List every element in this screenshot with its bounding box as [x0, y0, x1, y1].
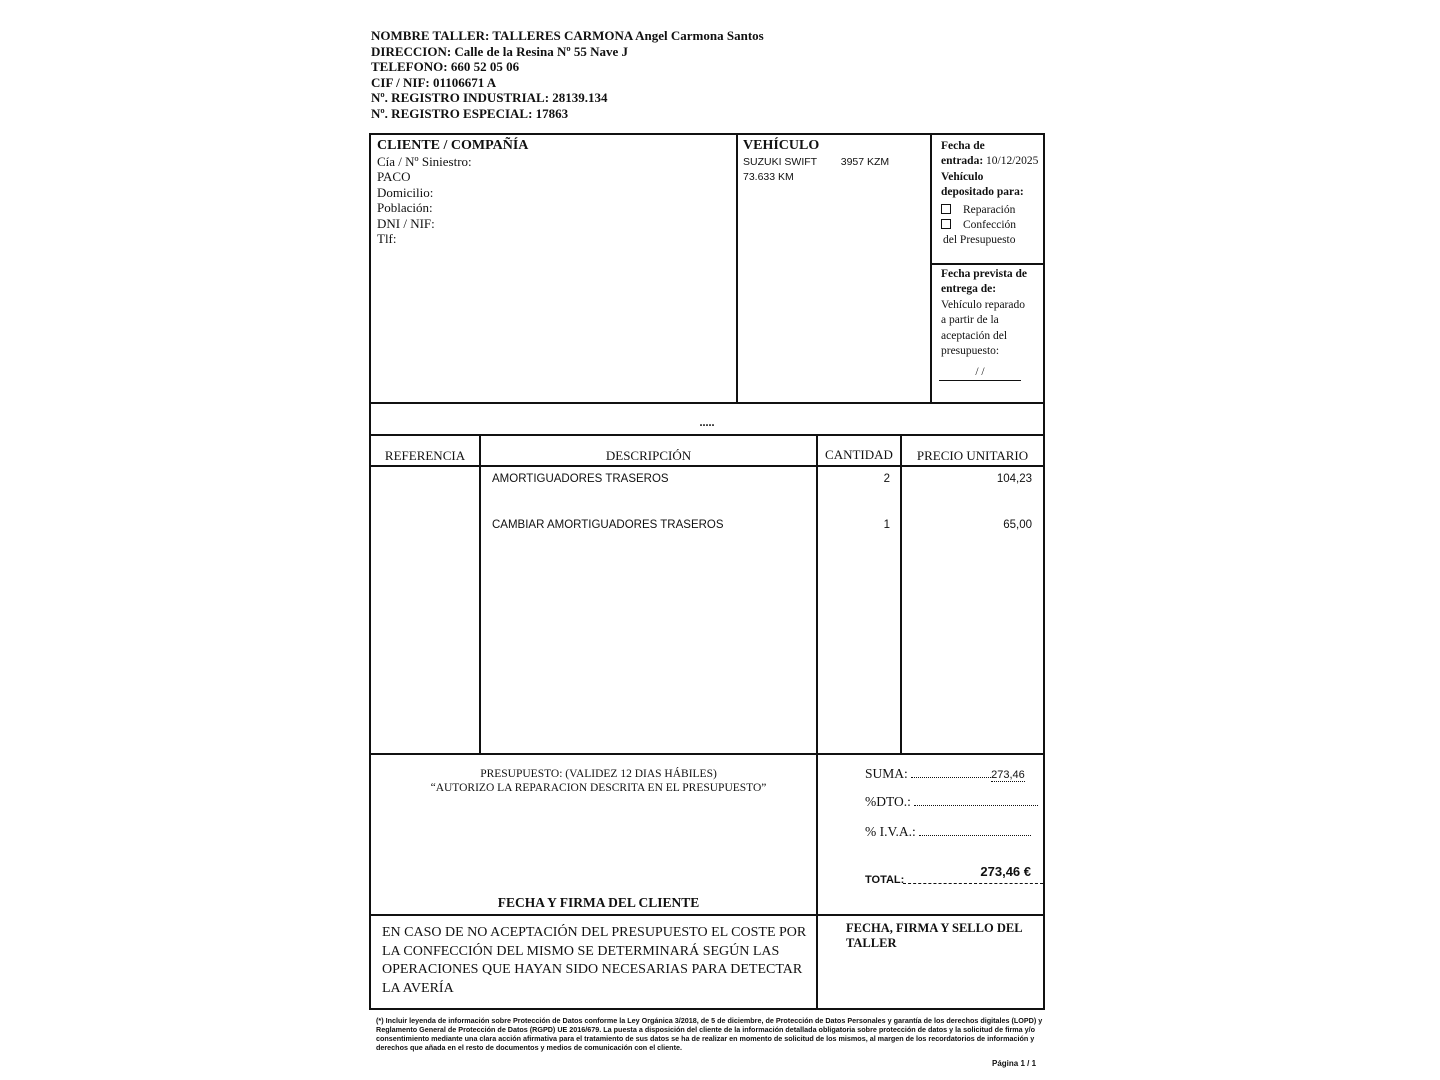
workshop-industrial-registry: Nº. REGISTRO INDUSTRIAL: 28139.134 [371, 90, 608, 105]
total-value: 273,46 € [980, 864, 1031, 879]
workshop-address: DIRECCION: Calle de la Resina Nº 55 Nave J [371, 43, 629, 59]
total-line [903, 883, 1043, 884]
divider [930, 135, 932, 402]
total-label: TOTAL: [865, 874, 905, 886]
entry-date-label: Fecha de [941, 140, 985, 152]
entry-date-value: 10/12/2025 [986, 155, 1039, 168]
table-row-quantity: 1 [883, 519, 890, 531]
delivery-text2: a partir de la [941, 314, 999, 327]
divider [371, 465, 1043, 467]
divider [930, 263, 1043, 265]
budget-checkbox[interactable] [941, 219, 951, 229]
workshop-name: NOMBRE TALLER: TALLERES CARMONA Angel Carmona Santos [371, 28, 764, 43]
workshop-phone: TELEFONO: 660 52 05 06 [371, 59, 520, 74]
client-phone-label: Tlf: [377, 231, 397, 247]
col-header-quantity: CANTIDAD [825, 447, 893, 462]
client-signature-label: FECHA Y FIRMA DEL CLIENTE [497, 895, 700, 910]
separator-dots: ..... [699, 415, 715, 429]
col-header-reference: REFERENCIA [384, 448, 466, 463]
vehicle-deposited-label: Vehículo [941, 170, 984, 183]
delivery-label: Fecha prevista de [941, 268, 1028, 280]
discount-label: %DTO.: [865, 794, 911, 809]
budget-authorization: “AUTORIZO LA REPARACION DESCRITA EN EL PRESUPUESTO” [430, 782, 767, 794]
repair-checkbox[interactable] [941, 204, 951, 214]
divider [371, 914, 1043, 916]
divider [371, 434, 1043, 436]
table-row-price: 65,00 [1003, 519, 1032, 531]
entry-date-section [941, 139, 1041, 249]
budget-option-label: Confección [963, 219, 1017, 232]
client-town-label: Población: [377, 200, 433, 216]
client-dni-label: DNI / NIF: [377, 215, 435, 231]
delivery-date-section [941, 267, 1041, 381]
repair-option-label: Reparación [963, 203, 1016, 216]
vat-row [865, 824, 1031, 840]
workshop-header [371, 28, 764, 121]
vehicle-plate: 3957 KZM [840, 156, 890, 168]
vehicle-km: 73.633 KM [743, 171, 794, 183]
vehicle-section [743, 138, 889, 185]
table-row-quantity: 2 [883, 473, 890, 485]
deposited-for-label: depositado para: [941, 186, 1024, 199]
vehicle-model: SUZUKI SWIFT [743, 156, 817, 168]
divider [736, 135, 738, 402]
sum-label: SUMA: [865, 766, 908, 781]
workshop-special-registry: Nº. REGISTRO ESPECIAL: 17863 [371, 105, 569, 121]
page-number: Página 1 / 1 [992, 1059, 1037, 1068]
delivery-date-value: / / [939, 365, 1021, 381]
delivery-text4: presupuesto: [941, 345, 1000, 358]
divider [371, 402, 1043, 404]
vehicle-title: VEHÍCULO [743, 138, 820, 153]
col-header-description: DESCRIPCIÓN [605, 448, 692, 463]
delivery-text3: aceptación del [941, 329, 1008, 342]
divider [479, 434, 481, 753]
workshop-cif: CIF / NIF: 01106671 A [371, 74, 497, 90]
table-row-price: 104,23 [996, 473, 1032, 485]
client-address-label: Domicilio: [377, 184, 434, 200]
vat-label: % I.V.A.: [865, 824, 916, 839]
data-protection-note: (*) Incluir leyenda de información sobre Protección de Datos conforme la Ley Orgánica 3/2018, de 5 de diciembre, de Protección de Datos Personales y garantía de los derechos digitales (LOPD) y Reglamento General de Protección de Datos (RGPD) UE 2016/679. La puesta a disposición del cliente de la información detallada obligatoria sobre protección de datos y la solicitud de firma y/o consentimiento mediante una clara acción afirmativa para el tratamiento de sus datos se ha de realizar en momento de solicitud de los mismos, al margen de los recordatorios de información y derechos que añada en el resto de documentos y medios de comunicación con el cliente. [376, 1016, 1043, 1052]
entry-date-label2: entrada: [941, 155, 984, 168]
budget-validity: PRESUPUESTO: (VALIDEZ 12 DIAS HÁBILES) [480, 768, 717, 780]
sum-value: 273,46 [991, 769, 1025, 781]
client-section [377, 138, 528, 246]
delivery-label2: entrega de: [941, 283, 997, 296]
delivery-text1: Vehículo reparado [941, 298, 1025, 311]
table-row-description: AMORTIGUADORES TRASEROS [492, 473, 669, 485]
col-header-unit-price: PRECIO UNITARIO [916, 448, 1029, 463]
budget-option-label2: del Presupuesto [943, 234, 1016, 247]
sum-row [865, 766, 1025, 782]
client-title: CLIENTE / COMPAÑÍA [377, 138, 529, 153]
table-row-description: CAMBIAR AMORTIGUADORES TRASEROS [492, 519, 724, 531]
divider [371, 753, 1043, 755]
non-acceptance-notice: EN CASO DE NO ACEPTACIÓN DEL PRESUPUESTO EL COSTE POR LA CONFECCIÓN DEL MISMO SE DETERMINARÁ SEGÚN LAS OPERACIONES QUE HAYAN SIDO NECESARIAS PARA DETECTAR LA AVERÍA [382, 925, 807, 996]
discount-row [865, 794, 1038, 810]
workshop-signature-label: FECHA, FIRMA Y SELLO DEL TALLER [846, 921, 1022, 950]
client-name: PACO [377, 169, 411, 185]
client-claim-label: Cía / Nº Siniestro: [377, 154, 472, 169]
budget-form [369, 133, 1045, 1010]
